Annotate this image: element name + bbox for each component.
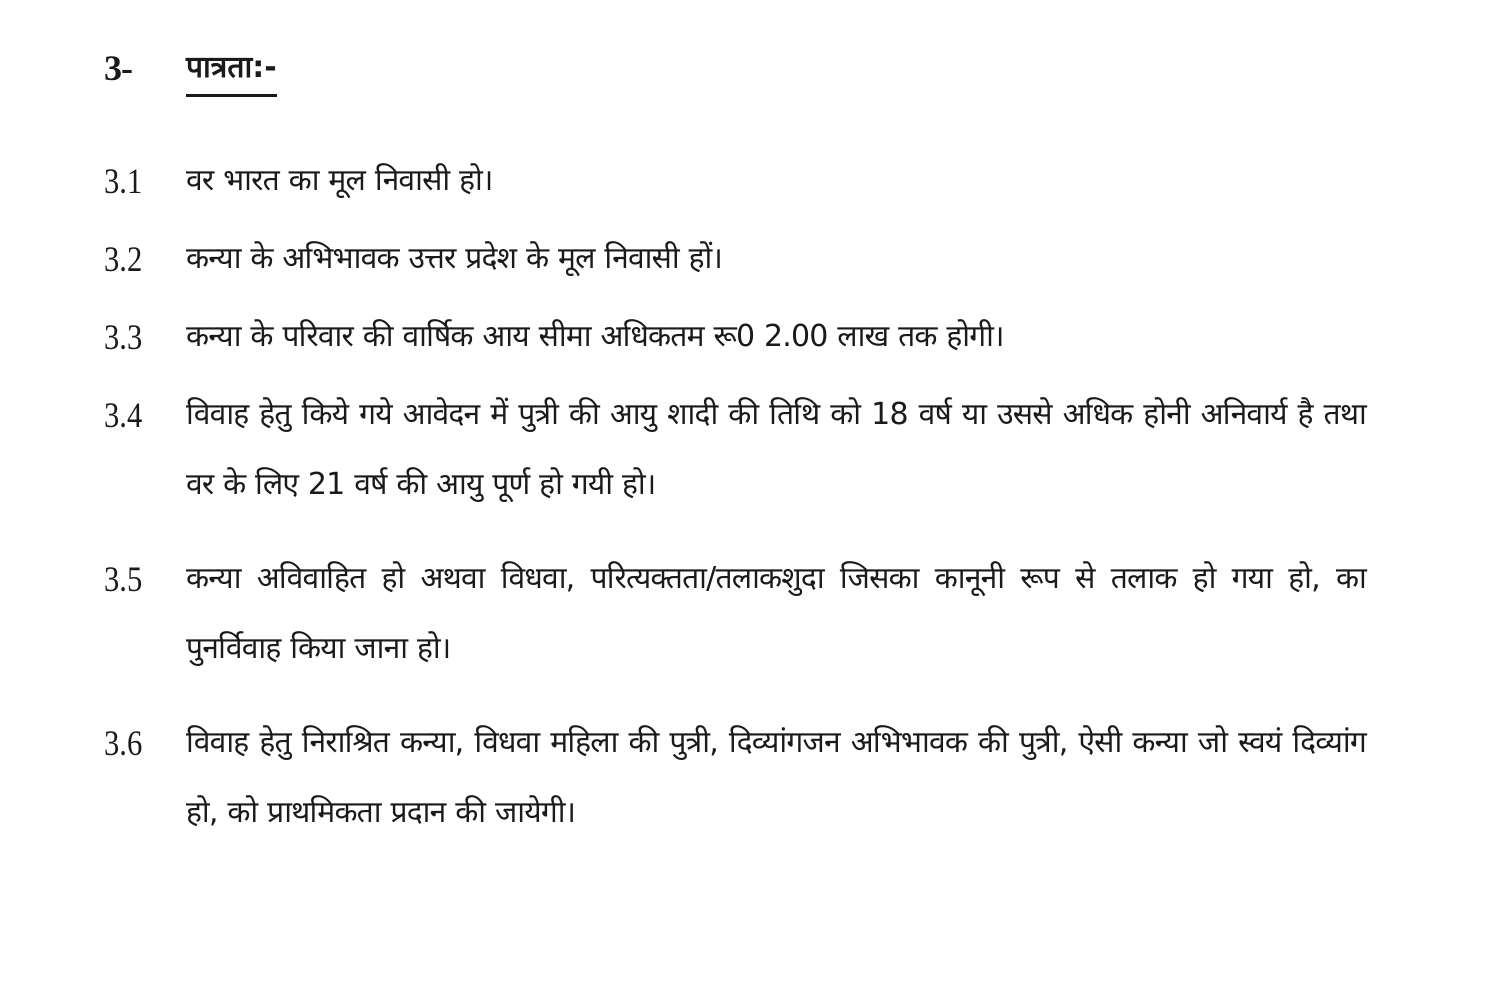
list-item (104, 708, 1366, 848)
list-item (104, 302, 1366, 372)
section-heading (104, 42, 277, 102)
item-number: 3.4 (104, 395, 143, 435)
list-item (104, 224, 1366, 294)
item-number: 3.2 (104, 239, 143, 279)
item-text: वर भारत का मूल निवासी हो। (186, 163, 493, 198)
item-text: कन्या अविवाहित हो अथवा विधवा, परित्यक्तता/तलाकशुदा जिसका कानूनी रूप से तलाक हो गया हो, का पुनर्विवाह किया जाना हो। (186, 561, 1366, 666)
eligibility-list (104, 146, 1366, 872)
item-text: विवाह हेतु किये गये आवेदन में पुत्री की आयु शादी की तिथि को 18 वर्ष या उससे अधिक होनी अनिवार्य है तथा वर के लिए 21 वर्ष की आयु पूर्ण हो गयी हो। (186, 397, 1366, 502)
item-number: 3.5 (104, 559, 143, 599)
list-item (104, 380, 1366, 520)
item-number: 3.1 (104, 161, 143, 201)
item-text: कन्या के परिवार की वार्षिक आय सीमा अधिकतम रू0 2.00 लाख तक होगी। (186, 319, 1004, 354)
item-text: विवाह हेतु निराश्रित कन्या, विधवा महिला की पुत्री, दिव्यांगजन अभिभावक की पुत्री, ऐसी कन्या जो स्वयं दिव्यांग हो, को प्राथमिकता प्रदान की जायेगी। (186, 725, 1366, 830)
list-item (104, 146, 1366, 216)
item-number: 3.3 (104, 317, 143, 357)
item-text: कन्या के अभिभावक उत्तर प्रदेश के मूल निवासी हों। (186, 241, 723, 276)
section-title: पात्रता:- (186, 42, 277, 97)
list-item (104, 544, 1366, 684)
item-number: 3.6 (104, 723, 143, 763)
section-number: 3- (104, 48, 132, 88)
